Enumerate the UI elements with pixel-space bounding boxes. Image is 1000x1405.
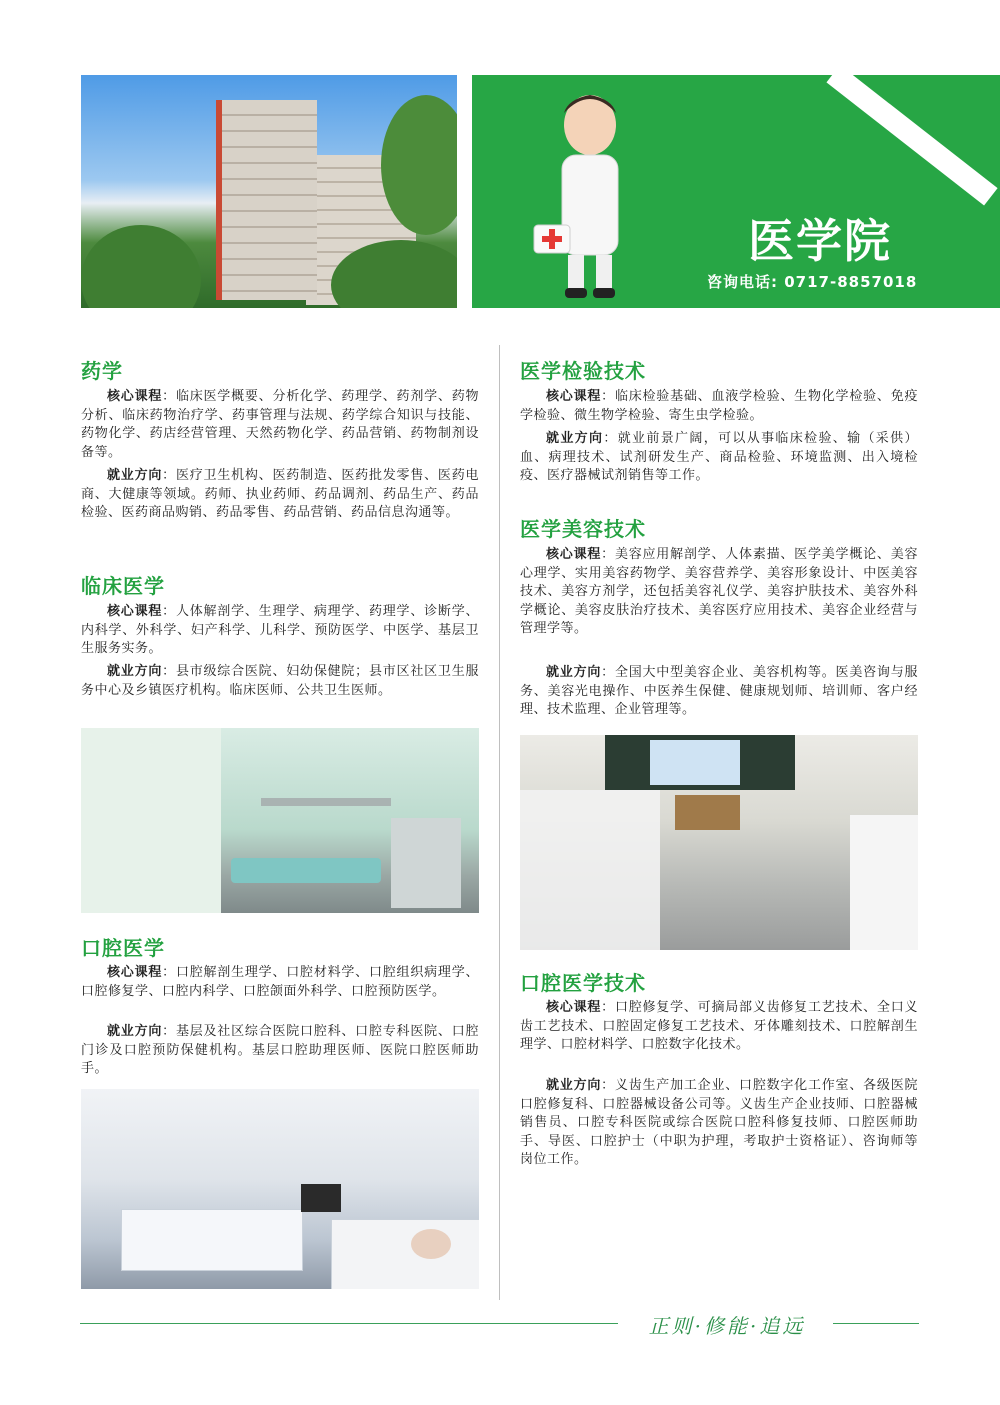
core-label: 核心课程	[546, 389, 602, 404]
footer-line-left	[80, 1323, 618, 1324]
pharmacy-core-paragraph	[81, 388, 479, 462]
stomatology-core-paragraph	[81, 964, 479, 1001]
core-label: 核心课程	[107, 389, 163, 404]
pharmacy-core-text: ：临床医学概要、分析化学、药理学、药剂学、药物分析、临床药物治疗学、药事管理与法规、药学综合知识与技能、药物化学、药店经营管理、天然药物化学、药品营销、药物制剂设备等。	[81, 389, 479, 460]
footer-line-right	[833, 1323, 919, 1324]
dental-lab-photo	[81, 1089, 479, 1289]
beauty-core-text: ：美容应用解剖学、人体素描、医学美学概论、美容心理学、实用美容药物学、美容营养学、美容形象设计、中医美容技术、美容方剂学，还包括美容礼仪学、美容护肤技术、美容外科学概论、美容皮肤治疗技术、美容医疗应用技术、美容企业经营与管理学等。	[520, 547, 918, 636]
job-label: 就业方向	[107, 1024, 163, 1039]
pharmacy-job-text: ：医疗卫生机构、医药制造、医药批发零售、医药电商、大健康等领域。药师、执业药师、药品调剂、药品生产、药品检验、医药商品购销、药品零售、药品营销、药品信息沟通等。	[81, 468, 479, 520]
clinical-core-paragraph	[81, 603, 479, 659]
section-title-lab: 医学检验技术	[520, 359, 646, 383]
job-label: 就业方向	[107, 664, 163, 679]
clinical-core-text: ：人体解剖学、生理学、病理学、药理学、诊断学、内科学、外科学、妇产科学、儿科学、预防医学、中医学、基层卫生服务实务。	[81, 604, 479, 656]
job-label: 就业方向	[546, 431, 604, 446]
lab-job-text: ：就业前景广阔，可以从事临床检验、输（采供）血、病理技术、试剂研发生产、商品检验、环境监测、出入境检疫、医疗器械试剂销售等工作。	[520, 431, 918, 483]
job-label: 就业方向	[546, 1078, 602, 1093]
lab-core-paragraph	[520, 388, 918, 425]
banner-stripe	[826, 75, 997, 205]
lab-job-paragraph	[520, 430, 918, 486]
dental-tech-core-paragraph	[520, 999, 918, 1055]
classroom-photo	[520, 735, 918, 950]
section-title-dental-tech: 口腔医学技术	[520, 971, 646, 995]
clinical-job-paragraph	[81, 663, 479, 700]
dental-tech-job-text: ：义齿生产加工企业、口腔数字化工作室、各级医院口腔修复科、口腔器械设备公司等。义齿生产企业技师、口腔器械销售员、口腔专科医院或综合医院口腔科修复技师、口腔医师助手、导医、口腔护士（中职为护理，考取护士资格证）、咨询师等岗位工作。	[520, 1078, 918, 1167]
lab-core-text: ：临床检验基础、血液学检验、生物化学检验、免疫学检验、微生物学检验、寄生虫学检验。	[520, 389, 918, 423]
stomatology-job-paragraph	[81, 1023, 479, 1079]
section-title-clinical: 临床医学	[81, 574, 165, 598]
contact-phone: 咨询电话: 0717-8857018	[707, 273, 918, 291]
college-title: 医学院	[748, 214, 892, 268]
job-label: 就业方向	[107, 468, 163, 483]
clinical-job-text: ：县市级综合医院、妇幼保健院；县市区社区卫生服务中心及乡镇医疗机构。临床医师、公共卫生医师。	[81, 664, 479, 698]
dental-tech-core-text: ：口腔修复学、可摘局部义齿修复工艺技术、全口义齿工艺技术、口腔固定修复工艺技术、牙体雕刻技术、口腔解剖生理学、口腔材料学、口腔数字化技术。	[520, 1000, 918, 1052]
job-label: 就业方向	[546, 665, 602, 680]
core-label: 核心课程	[546, 547, 602, 562]
pharmacy-job-paragraph	[81, 467, 479, 523]
core-label: 核心课程	[107, 604, 163, 619]
section-title-stomatology: 口腔医学	[81, 936, 165, 960]
core-label: 核心课程	[546, 1000, 602, 1015]
beauty-core-paragraph	[520, 546, 918, 639]
core-label: 核心课程	[107, 965, 163, 980]
building-photo	[81, 75, 457, 308]
college-banner	[472, 75, 1000, 308]
beauty-job-paragraph	[520, 664, 918, 720]
section-title-beauty: 医学美容技术	[520, 517, 646, 541]
section-title-pharmacy: 药学	[81, 359, 123, 383]
doctor-illustration	[532, 85, 642, 307]
beauty-job-text: ：全国大中型美容企业、美容机构等。医美咨询与服务、美容光电操作、中医养生保健、健康规划师、培训师、客户经理、技术监理、企业管理等。	[520, 665, 918, 717]
footer-motto: 正则·修能·追远	[648, 1314, 806, 1338]
operating-room-photo	[81, 728, 479, 913]
stomatology-job-text: ：基层及社区综合医院口腔科、口腔专科医院、口腔门诊及口腔预防保健机构。基层口腔助理医师、医院口腔医师助手。	[81, 1024, 479, 1076]
dental-tech-job-paragraph	[520, 1077, 918, 1170]
stomatology-core-text: ：口腔解剖生理学、口腔材料学、口腔组织病理学、口腔修复学、口腔内科学、口腔颌面外科学、口腔预防医学。	[81, 965, 479, 999]
column-divider	[499, 345, 500, 1300]
